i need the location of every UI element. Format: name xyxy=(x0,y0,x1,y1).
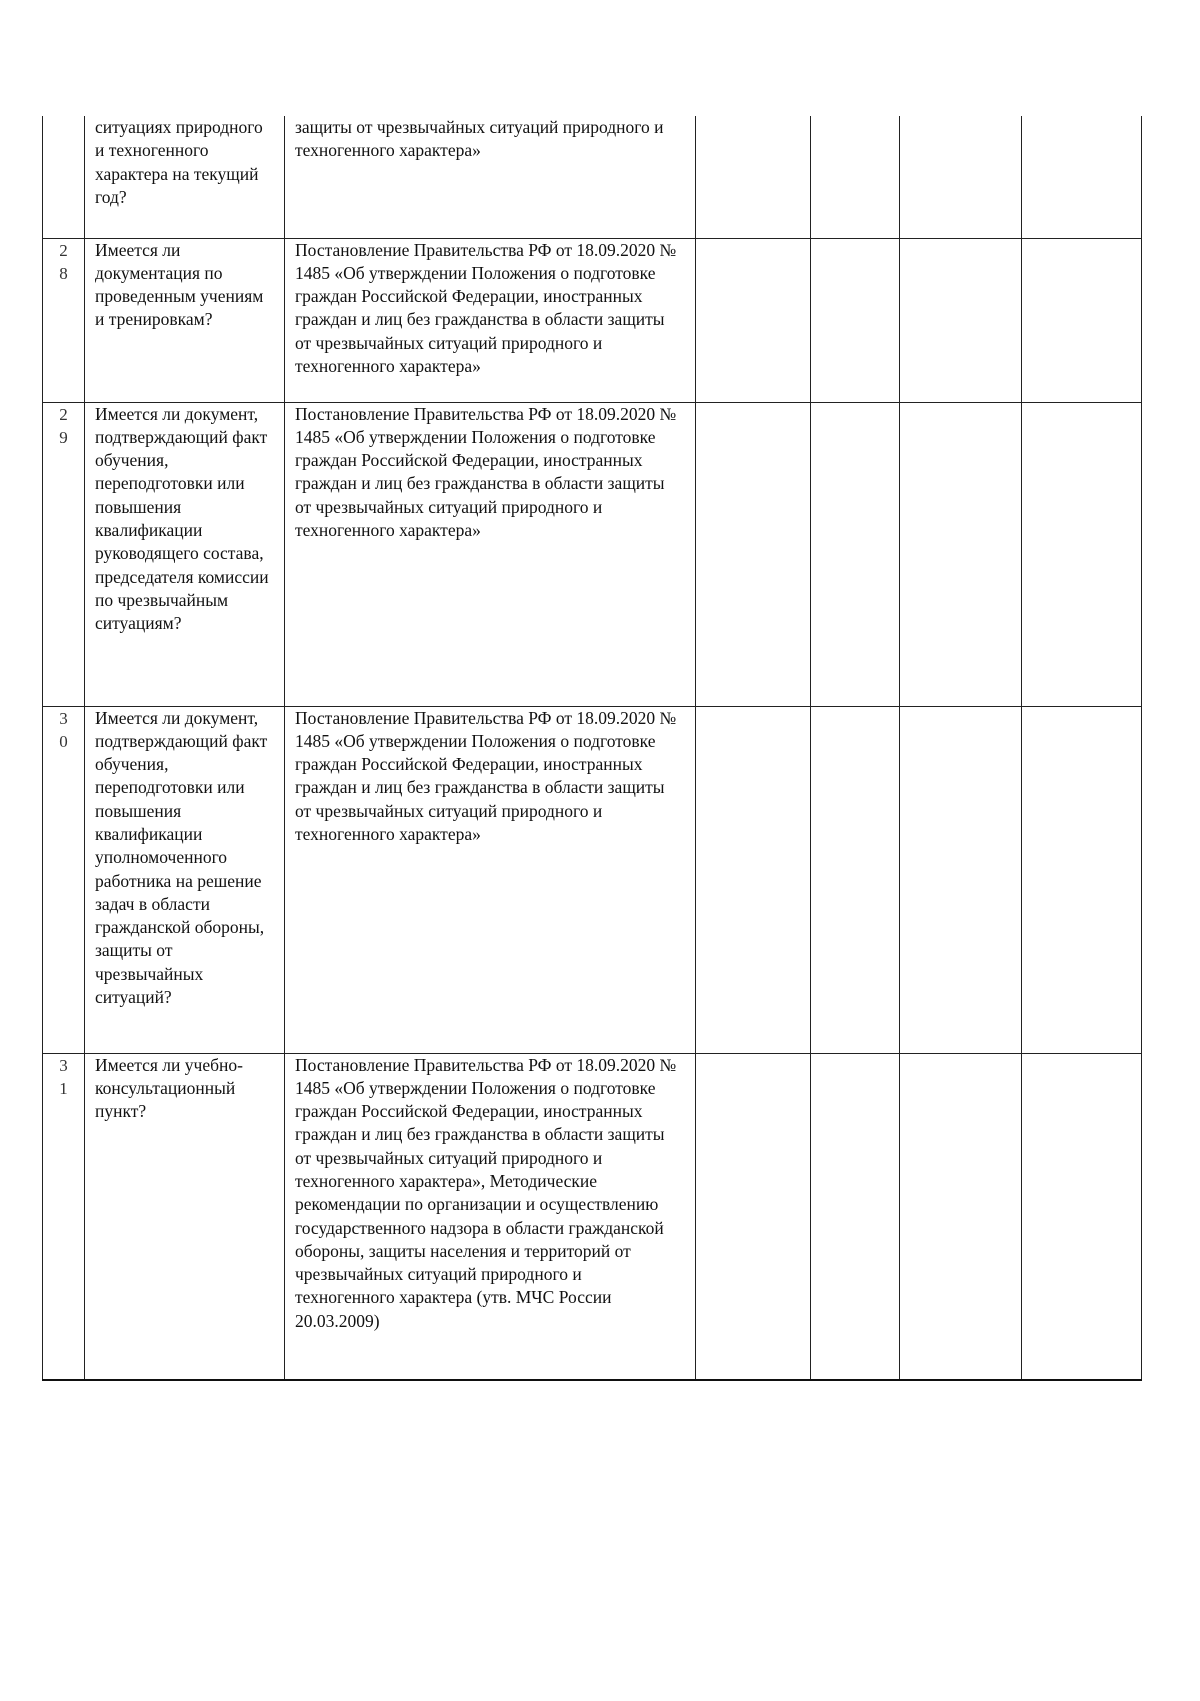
row-number: 2 9 xyxy=(43,402,85,706)
table-row xyxy=(43,402,1142,706)
table-row xyxy=(43,706,1142,1053)
notes-cell xyxy=(1022,402,1142,706)
checklist-table xyxy=(42,116,1142,1381)
row-number: 3 1 xyxy=(43,1053,85,1380)
answer-na-cell xyxy=(900,116,1022,238)
question-text: Имеется ли документация по проведенным учениям и тренировкам? xyxy=(85,238,285,402)
notes-cell xyxy=(1022,116,1142,238)
legal-reference: защиты от чрезвычайных ситуаций природного и техногенного характера» xyxy=(285,116,696,238)
answer-no-cell xyxy=(811,402,900,706)
answer-yes-cell xyxy=(696,238,811,402)
checklist-page xyxy=(42,116,1141,1381)
notes-cell xyxy=(1022,1053,1142,1380)
answer-yes-cell xyxy=(696,1053,811,1380)
question-text: Имеется ли документ, подтверждающий факт обучения, переподготовки или повышения квалификации руководящего состава, председателя комиссии по чрезвычайным ситуациям? xyxy=(85,402,285,706)
table-row xyxy=(43,116,1142,238)
notes-cell xyxy=(1022,238,1142,402)
table-row xyxy=(43,238,1142,402)
answer-yes-cell xyxy=(696,116,811,238)
row-number: 2 8 xyxy=(43,238,85,402)
legal-reference: Постановление Правительства РФ от 18.09.2020 № 1485 «Об утверждении Положения о подготовке граждан Российской Федерации, иностранных граждан и лиц без гражданства в области защиты от чрезвычайных ситуаций природного и техногенного характера» xyxy=(285,402,696,706)
table-row xyxy=(43,1053,1142,1380)
row-number: 3 0 xyxy=(43,706,85,1053)
answer-no-cell xyxy=(811,1053,900,1380)
question-text: Имеется ли документ, подтверждающий факт обучения, переподготовки или повышения квалификации уполномоченного работника на решение задач в области гражданской обороны, защиты от чрезвычайных ситуаций? xyxy=(85,706,285,1053)
legal-reference: Постановление Правительства РФ от 18.09.2020 № 1485 «Об утверждении Положения о подготовке граждан Российской Федерации, иностранных граждан и лиц без гражданства в области защиты от чрезвычайных ситуаций природного и техногенного характера», Методические рекомендации по организации и осуществлению государственного надзора в области гражданской обороны, защиты населения и территорий от чрезвычайных ситуаций природного и техногенного характера (утв. МЧС России 20.03.2009) xyxy=(285,1053,696,1380)
answer-no-cell xyxy=(811,116,900,238)
answer-na-cell xyxy=(900,238,1022,402)
answer-yes-cell xyxy=(696,402,811,706)
answer-na-cell xyxy=(900,706,1022,1053)
answer-yes-cell xyxy=(696,706,811,1053)
answer-na-cell xyxy=(900,1053,1022,1380)
legal-reference: Постановление Правительства РФ от 18.09.2020 № 1485 «Об утверждении Положения о подготовке граждан Российской Федерации, иностранных граждан и лиц без гражданства в области защиты от чрезвычайных ситуаций природного и техногенного характера» xyxy=(285,238,696,402)
question-text: ситуациях природного и техногенного характера на текущий год? xyxy=(85,116,285,238)
answer-no-cell xyxy=(811,238,900,402)
legal-reference: Постановление Правительства РФ от 18.09.2020 № 1485 «Об утверждении Положения о подготовке граждан Российской Федерации, иностранных граждан и лиц без гражданства в области защиты от чрезвычайных ситуаций природного и техногенного характера» xyxy=(285,706,696,1053)
answer-no-cell xyxy=(811,706,900,1053)
row-number xyxy=(43,116,85,238)
question-text: Имеется ли учебно-консультационный пункт? xyxy=(85,1053,285,1380)
answer-na-cell xyxy=(900,402,1022,706)
notes-cell xyxy=(1022,706,1142,1053)
